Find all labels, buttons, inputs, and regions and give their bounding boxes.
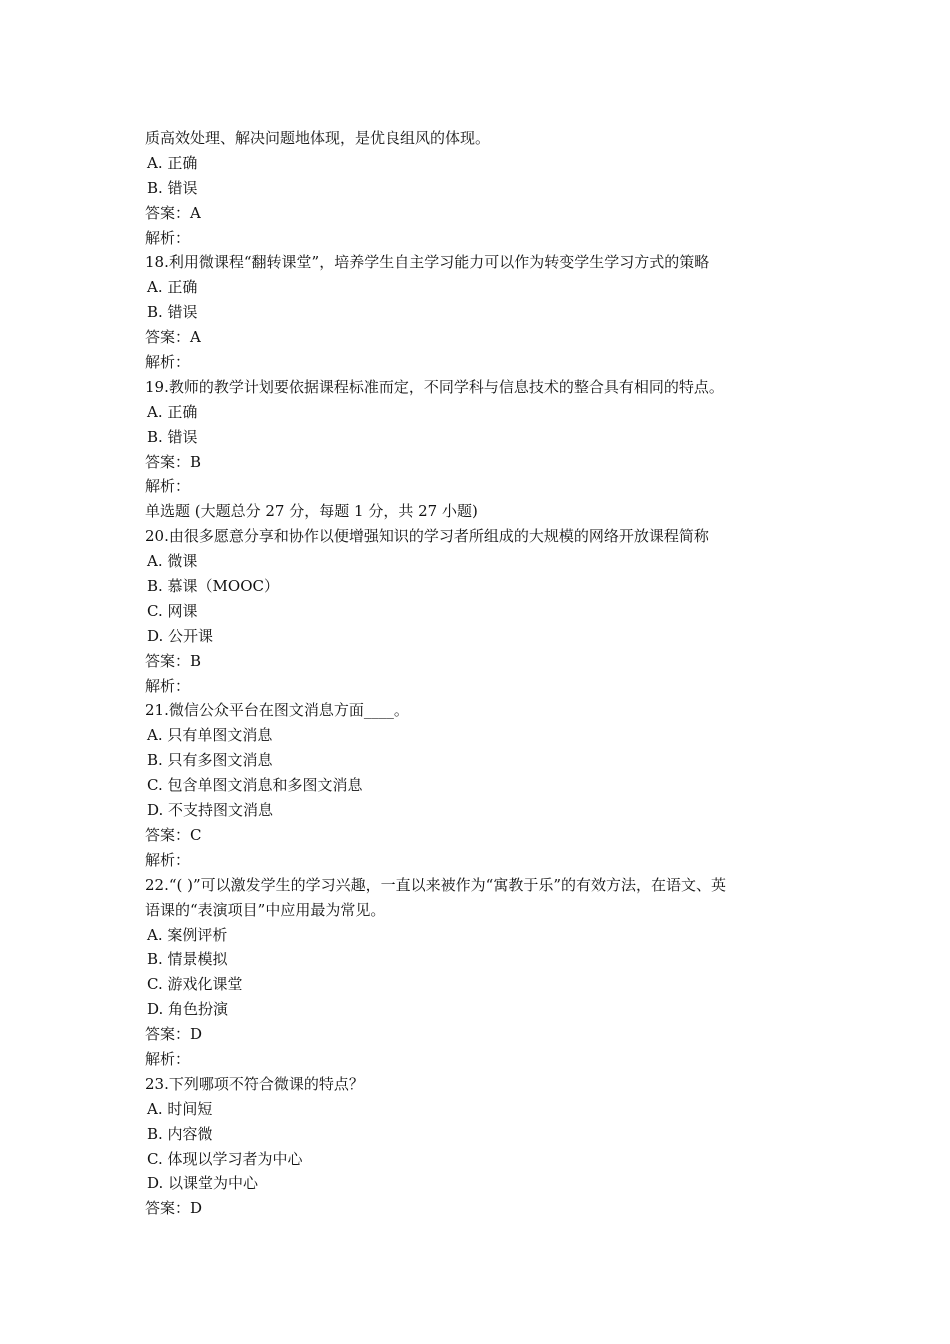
explanation-line: 解析： — [145, 676, 191, 695]
option-item: B. 只有多图文消息 — [147, 751, 273, 770]
option-item: A. 正确 — [147, 153, 198, 172]
explanation-line: 解析： — [145, 1049, 191, 1068]
explanation-line: 解析： — [145, 850, 191, 869]
option-item: A. 正确 — [147, 402, 198, 421]
option-item: B. 错误 — [147, 178, 198, 197]
question-text: 质高效处理、解决问题地体现，是优良组风的体现。 — [145, 129, 491, 147]
option-item: D. 以课堂为中心 — [147, 1174, 259, 1193]
answer-line: 答案：C — [145, 825, 202, 844]
question-text: 23.下列哪项不符合微课的特点？ — [145, 1074, 364, 1093]
option-item: C. 包含单图文消息和多图文消息 — [147, 776, 363, 795]
answer-line: 答案：B — [145, 651, 202, 670]
section-heading: 单选题 (大题总分 27 分，每题 1 分，共 27 小题) — [145, 502, 478, 521]
explanation-line: 解析： — [145, 477, 191, 496]
answer-line: 答案：B — [145, 452, 202, 471]
option-item: C. 网课 — [147, 601, 198, 620]
option-item: A. 正确 — [147, 278, 198, 297]
question-text: 19.教师的教学计划要依据课程标准而定，不同学科与信息技术的整合具有相同的特点。 — [145, 377, 724, 396]
question-text: 20.由很多愿意分享和协作以便增强知识的学习者所组成的大规模的网络开放课程简称 — [145, 527, 709, 546]
option-item: D. 不支持图文消息 — [147, 801, 274, 820]
answer-line: 答案：A — [145, 203, 201, 222]
explanation-line: 解析： — [145, 353, 191, 372]
question-text: 21.微信公众平台在图文消息方面____。 — [145, 701, 409, 720]
answer-line: 答案：A — [145, 328, 201, 347]
question-text: 18.利用微课程“翻转课堂”，培养学生自主学习能力可以作为转变学生学习方式的策略 — [145, 253, 710, 272]
question-text: 22.“( )”可以激发学生的学习兴趣，一直以来被作为“寓教于乐”的有效方法，在语文、英 — [145, 875, 727, 894]
option-item: A. 时间短 — [147, 1099, 213, 1118]
option-item: C. 游戏化课堂 — [147, 975, 243, 994]
option-item: C. 体现以学习者为中心 — [147, 1149, 303, 1168]
question-text: 语课的“表演项目”中应用最为常见。 — [145, 900, 386, 919]
option-item: A. 只有单图文消息 — [147, 726, 273, 745]
option-item: A. 微课 — [147, 552, 198, 571]
option-item: A. 案例评析 — [147, 925, 228, 944]
option-item: B. 错误 — [147, 303, 198, 322]
option-item: B. 内容微 — [147, 1124, 213, 1143]
option-item: D. 角色扮演 — [147, 1000, 229, 1019]
option-item: B. 慕课（MOOC） — [147, 577, 279, 596]
explanation-line: 解析： — [145, 228, 191, 247]
document-page — [145, 126, 815, 1221]
answer-line: 答案：D — [145, 1199, 203, 1218]
option-item: D. 公开课 — [147, 626, 214, 645]
answer-line: 答案：D — [145, 1025, 203, 1044]
option-item: B. 错误 — [147, 427, 198, 446]
option-item: B. 情景模拟 — [147, 950, 228, 969]
